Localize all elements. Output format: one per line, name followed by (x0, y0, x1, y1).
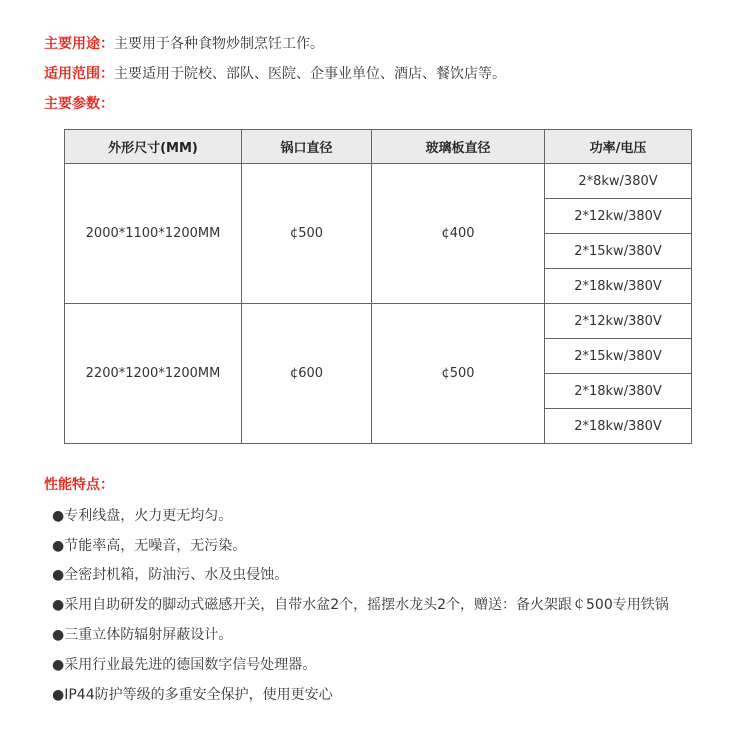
table-row (65, 304, 692, 339)
power-cell: 2*15kw/380V (545, 339, 692, 374)
power-cell: 2*18kw/380V (545, 374, 692, 409)
features-label: 性能特点： (44, 477, 114, 493)
power-cell: 2*12kw/380V (545, 304, 692, 339)
glass-cell: ¢500 (372, 304, 545, 444)
power-cell: 2*12kw/380V (545, 199, 692, 234)
power-cell: 2*15kw/380V (545, 234, 692, 269)
feature-item: ●采用行业最先进的德国数字信号处理器。 (52, 657, 317, 673)
size-cell: 2000*1100*1200MM (65, 164, 242, 304)
power-cell: 2*18kw/380V (545, 409, 692, 444)
header-size: 外形尺寸(MM) (65, 130, 242, 164)
header-power-voltage: 功率/电压 (545, 130, 692, 164)
header-wok-diameter: 锅口直径 (242, 130, 372, 164)
wok-cell: ¢600 (242, 304, 372, 444)
feature-item: ●IP44防护等级的多重安全保护，使用更安心 (52, 687, 333, 703)
power-cell: 2*8kw/380V (545, 164, 692, 199)
feature-item: ●专利线盘，火力更无均匀。 (52, 508, 233, 524)
feature-item: ●全密封机箱，防油污、水及虫侵蚀。 (52, 567, 289, 583)
header-glass-diameter: 玻璃板直径 (372, 130, 545, 164)
params-label: 主要参数： (44, 96, 114, 112)
spec-table (64, 129, 692, 444)
usage-line (44, 33, 324, 53)
size-cell: 2200*1200*1200MM (65, 304, 242, 444)
feature-item: ●采用自助研发的脚动式磁感开关，自带水盆2个，摇摆水龙头2个，赠送：备火架跟￠500专用铁锅 (52, 597, 669, 613)
wok-cell: ¢500 (242, 164, 372, 304)
table-header-row (65, 130, 692, 164)
usage-label: 主要用途： (44, 36, 114, 52)
scope-label: 适用范围： (44, 66, 114, 82)
feature-item: ●节能率高，无噪音，无污染。 (52, 538, 247, 554)
table-row (65, 164, 692, 199)
scope-text: 主要适用于院校、部队、医院、企事业单位、酒店、餐饮店等。 (114, 66, 506, 82)
feature-item: ●三重立体防辐射屏蔽设计。 (52, 627, 233, 643)
usage-text: 主要用于各种食物炒制烹饪工作。 (114, 36, 324, 52)
glass-cell: ¢400 (372, 164, 545, 304)
scope-line (44, 63, 506, 83)
params-line (44, 93, 114, 113)
features-line (44, 474, 114, 494)
power-cell: 2*18kw/380V (545, 269, 692, 304)
